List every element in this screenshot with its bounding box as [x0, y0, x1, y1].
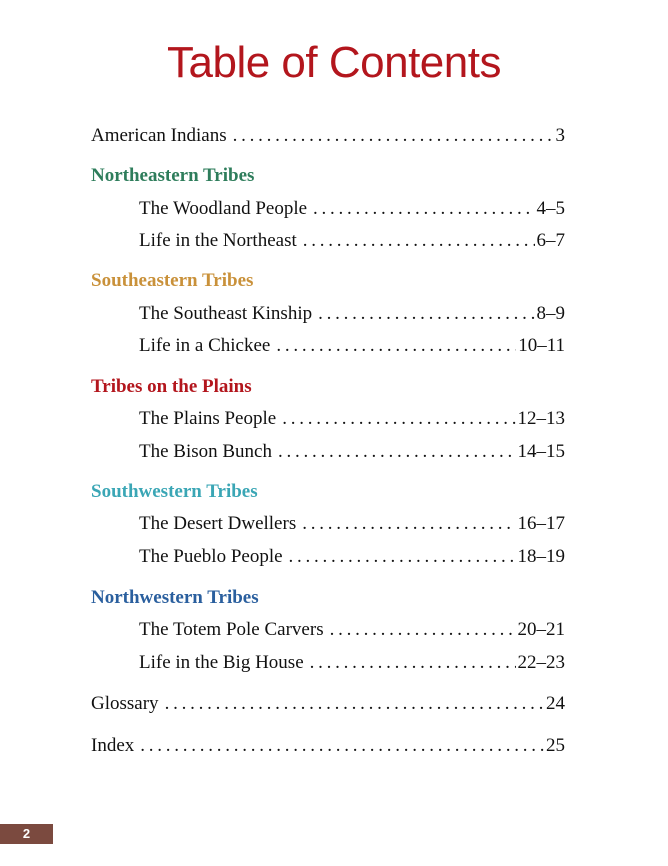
dot-leader	[165, 692, 544, 716]
toc-entry-big-house[interactable]	[139, 651, 565, 675]
toc-entry-american-indians[interactable]	[91, 124, 565, 148]
toc-entry-page: 10–11	[518, 335, 565, 356]
dot-leader	[140, 734, 544, 758]
toc-entry-page: 16–17	[517, 513, 565, 534]
toc-entry-label: American Indians	[91, 125, 227, 146]
dot-leader	[313, 197, 534, 221]
toc-entry-label: The Southeast Kinship	[139, 303, 313, 324]
toc-entry-page: 25	[546, 735, 565, 756]
section-heading-northeastern: Northeastern Tribes	[91, 165, 255, 186]
toc-entry-label: Glossary	[91, 693, 159, 714]
section-heading-southwestern: Southwestern Tribes	[91, 481, 258, 502]
toc-entry-page: 4–5	[536, 198, 565, 219]
page-title: Table of Contents	[167, 38, 501, 87]
section-heading-plains: Tribes on the Plains	[91, 376, 252, 397]
toc-entry-page: 14–15	[517, 441, 565, 462]
toc-entry-label: The Desert Dwellers	[139, 513, 297, 534]
toc-entry-bison-bunch[interactable]	[139, 440, 565, 464]
toc-entry-page: 22–23	[517, 652, 565, 673]
toc-entry-page: 3	[555, 125, 565, 146]
dot-leader	[318, 302, 534, 326]
toc-entry-label: The Plains People	[139, 408, 277, 429]
toc-entry-desert-dwellers[interactable]	[139, 512, 565, 536]
section-heading-southeastern: Southeastern Tribes	[91, 270, 254, 291]
toc-entry-page: 6–7	[536, 230, 565, 251]
toc-entry-pueblo-people[interactable]	[139, 545, 565, 569]
toc-entry-label: The Totem Pole Carvers	[139, 619, 324, 640]
toc-entry-page: 12–13	[517, 408, 565, 429]
dot-leader	[289, 545, 516, 569]
toc-entry-label: Index	[91, 735, 135, 756]
dot-leader	[310, 651, 516, 675]
toc-entry-page: 20–21	[517, 619, 565, 640]
dot-leader	[330, 618, 516, 642]
toc-entry-woodland-people[interactable]	[139, 197, 565, 221]
toc-entry-page: 8–9	[536, 303, 565, 324]
toc-entry-index[interactable]	[91, 734, 565, 758]
toc-entry-totem-pole-carvers[interactable]	[139, 618, 565, 642]
dot-leader	[302, 512, 515, 536]
page-number-badge: 2	[0, 824, 53, 844]
dot-leader	[276, 334, 516, 358]
toc-entry-label: Life in a Chickee	[139, 335, 271, 356]
dot-leader	[278, 440, 516, 464]
toc-entry-plains-people[interactable]	[139, 407, 565, 431]
toc-entry-label: The Bison Bunch	[139, 441, 272, 462]
toc-entry-page: 24	[546, 693, 565, 714]
toc-entry-southeast-kinship[interactable]	[139, 302, 565, 326]
dot-leader	[282, 407, 515, 431]
toc-entry-label: The Pueblo People	[139, 546, 283, 567]
toc-entry-label: Life in the Big House	[139, 652, 304, 673]
toc-entry-glossary[interactable]	[91, 692, 565, 716]
toc-entry-page: 18–19	[517, 546, 565, 567]
toc-entry-label: Life in the Northeast	[139, 230, 297, 251]
dot-leader	[303, 229, 535, 253]
toc-entry-life-northeast[interactable]	[139, 229, 565, 253]
toc-entry-life-chickee[interactable]	[139, 334, 565, 358]
dot-leader	[233, 124, 554, 148]
toc-entry-label: The Woodland People	[139, 198, 308, 219]
section-heading-northwestern: Northwestern Tribes	[91, 587, 259, 608]
